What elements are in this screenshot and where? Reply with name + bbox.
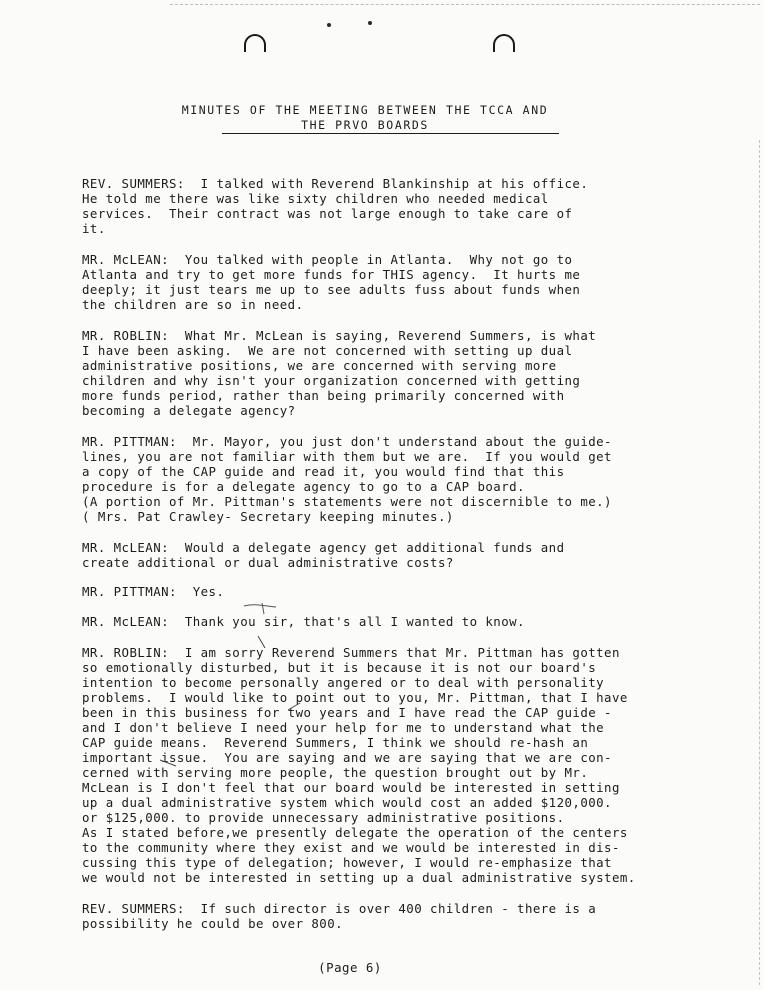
paragraph-roblin-1 <box>82 328 715 418</box>
text-line: McLean is I don't feel that our board would be interested in setting <box>82 780 620 795</box>
paragraph-pittman-1 <box>82 434 715 524</box>
text-line: create additional or dual administrative costs? <box>82 555 454 570</box>
text-line: MR. ROBLIN: I am sorry Reverend Summers that Mr. Pittman has gotten <box>82 645 620 660</box>
text-line: lines, you are not familiar with them but we are. If you would get <box>82 449 612 464</box>
pencil-annotation-mark <box>285 700 305 714</box>
text-line: He told me there was like sixty children who needed medical <box>82 191 549 206</box>
paragraph-rev-summers-2 <box>82 901 715 931</box>
text-line: MR. PITTMAN: Yes. <box>82 584 225 599</box>
text-line: up a dual administrative system which would cost an added $120,000. <box>82 795 612 810</box>
title-underline <box>222 133 559 134</box>
document-title-line-1: MINUTES OF THE MEETING BETWEEN THE TCCA AND <box>181 103 549 117</box>
text-line: problems. I would like to point out to you, Mr. Pittman, that I have <box>82 690 628 705</box>
text-line: possibility he could be over 800. <box>82 916 344 931</box>
text-line: becoming a delegate agency? <box>82 403 296 418</box>
text-line: or $125,000. to provide unnecessary administrative positions. <box>82 810 565 825</box>
text-line: important issue. You are saying and we are saying that we are con- <box>82 750 612 765</box>
pencil-annotation-mark <box>255 634 285 654</box>
text-line: MR. McLEAN: Thank you sir, that's all I wanted to know. <box>82 614 525 629</box>
document-title-line-2: THE PRVO BOARDS <box>301 118 429 132</box>
text-line: cerned with serving more people, the question brought out by Mr. <box>82 765 589 780</box>
text-line: and I don't believe I need your help for me to understand what the <box>82 720 605 735</box>
binder-dot-mark <box>327 23 331 27</box>
text-line: I have been asking. We are not concerned with setting up dual <box>82 343 573 358</box>
text-line: deeply; it just tears me up to see adults fuss about funds when <box>82 282 581 297</box>
text-line: MR. McLEAN: You talked with people in Atlanta. Why not go to <box>82 252 573 267</box>
pencil-annotation-mark <box>158 756 182 770</box>
text-line: Atlanta and try to get more funds for THIS agency. It hurts me <box>82 267 581 282</box>
text-line: been in this business for two years and I have read the CAP guide - <box>82 705 612 720</box>
text-line: we would not be interested in setting up a dual administrative system. <box>82 870 636 885</box>
text-line: cussing this type of delegation; however, I would re-emphasize that <box>82 855 612 870</box>
text-line: MR. McLEAN: Would a delegate agency get additional funds and <box>82 540 565 555</box>
text-line: REV. SUMMERS: If such director is over 400 children - there is a <box>82 901 597 916</box>
perforation-edge <box>170 4 760 5</box>
paragraph-mclean-1 <box>82 252 715 312</box>
paragraph-mclean-2 <box>82 540 715 570</box>
text-line: intention to become personally angered or to deal with personality <box>82 675 605 690</box>
paragraph-mclean-3 <box>82 614 715 629</box>
text-line: to the community where they exist and we would be interested in dis- <box>82 840 620 855</box>
text-line: a copy of the CAP guide and read it, you would find that this <box>82 464 565 479</box>
text-line: services. Their contract was not large enough to take care of <box>82 206 573 221</box>
text-line: As I stated before,we presently delegate the operation of the centers <box>82 825 628 840</box>
binder-hole-right <box>493 34 515 52</box>
text-line: children and why isn't your organization concerned with getting <box>82 373 581 388</box>
text-line: administrative positions, we are concerned with serving more <box>82 358 557 373</box>
text-line: CAP guide means. Reverend Summers, I think we should re-hash an <box>82 735 589 750</box>
text-line: it. <box>82 221 106 236</box>
binder-dot-mark <box>368 21 372 25</box>
text-line: the children are so in need. <box>82 297 304 312</box>
binder-hole-left <box>244 34 266 52</box>
page-number: (Page 6) <box>318 960 382 975</box>
text-line: (A portion of Mr. Pittman's statements were not discernible to me.) <box>82 494 612 509</box>
text-line: MR. PITTMAN: Mr. Mayor, you just don't understand about the guide- <box>82 434 612 449</box>
text-line: REV. SUMMERS: I talked with Reverend Blankinship at his office. <box>82 176 589 191</box>
text-line: ( Mrs. Pat Crawley- Secretary keeping minutes.) <box>82 509 454 524</box>
text-line: more funds period, rather than being primarily concerned with <box>82 388 565 403</box>
text-line: procedure is for a delegate agency to go to a CAP board. <box>82 479 525 494</box>
paragraph-pittman-2 <box>82 584 715 599</box>
text-line: so emotionally disturbed, but it is because it is not our board's <box>82 660 597 675</box>
text-line: MR. ROBLIN: What Mr. McLean is saying, Reverend Summers, is what <box>82 328 597 343</box>
paragraph-rev-summers-1 <box>82 176 715 236</box>
page-edge-shadow <box>759 140 760 985</box>
